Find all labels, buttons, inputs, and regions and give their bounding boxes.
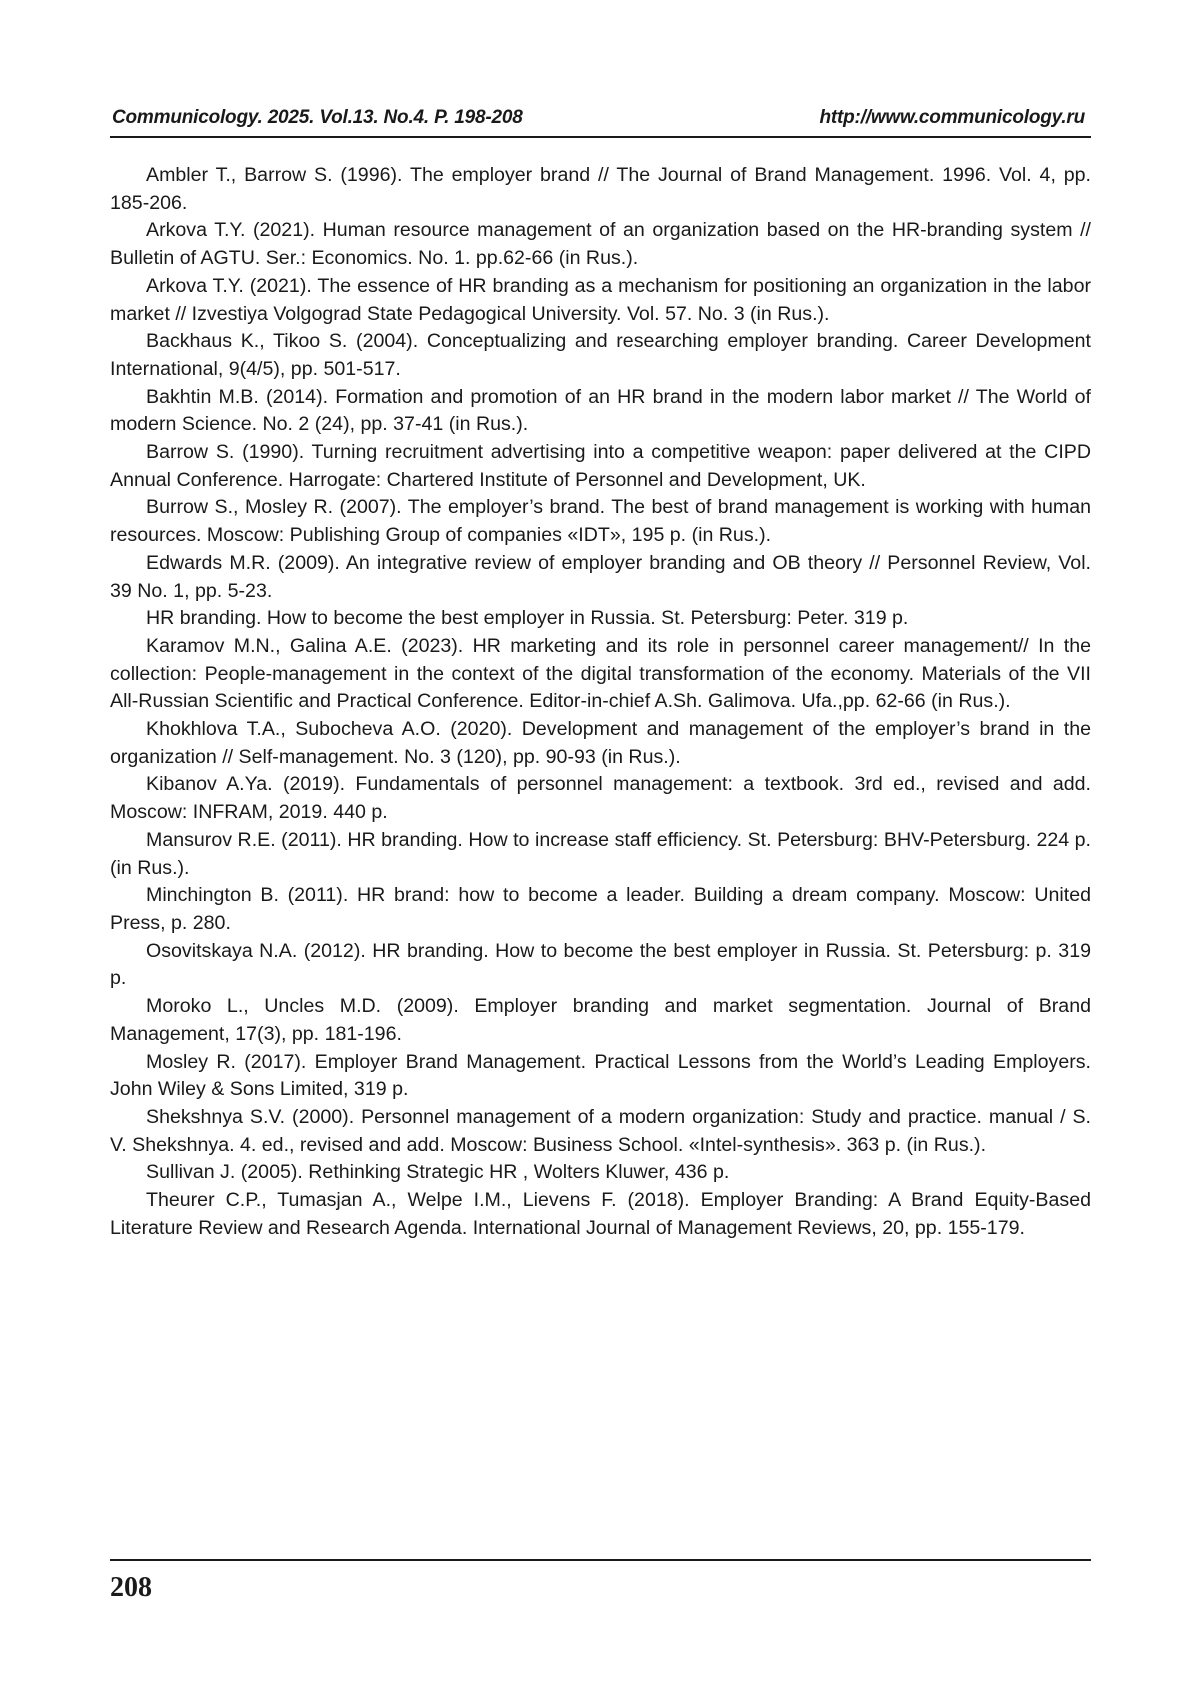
reference-item: Barrow S. (1990). Turning recruitment advertising into a competitive weapon: paper delivered at the CIPD Annual Conference. Harrogate: Chartered Institute of Personnel and Development, UK. bbox=[110, 441, 1091, 491]
reference-item: Karamov M.N., Galina A.E. (2023). HR marketing and its role in personnel career management// In the collection: People-management in the context of the digital transformation of the economy. Materials of the VII All-Russian Scientific and Practical Conference. Editor-in-chief A.Sh. Galimova. Ufa.,pp. 62-66 (in Rus.). bbox=[110, 634, 1091, 713]
page-number: 208 bbox=[110, 1572, 152, 1603]
journal-url: http://www.communicology.ru bbox=[819, 107, 1085, 128]
footer-divider bbox=[110, 1559, 1091, 1561]
reference-item: Burrow S., Mosley R. (2007). The employer’s brand. The best of brand management is working with human resources. Moscow: Publishing Group of companies «IDT», 195 p. (in Rus.). bbox=[110, 496, 1091, 547]
running-header bbox=[110, 104, 1091, 138]
reference-item: Bakhtin M.B. (2014). Formation and promotion of an HR brand in the modern labor market // The World of modern Science. No. 2 (24), pp. 37-41 (in Rus.). bbox=[110, 385, 1091, 436]
reference-item: Khokhlova T.A., Subocheva A.O. (2020). Development and management of the employer’s brand in the organization // Self-management. No. 3 (120), pp. 90-93 (in Rus.). bbox=[110, 718, 1091, 768]
reference-item: Shekshnya S.V. (2000). Personnel management of a modern organization: Study and practice. manual / S. V. Shekshnya. 4. ed., revised and add. Moscow: Business School. «Intel-synthesis». 363 p. (in Rus.). bbox=[110, 1105, 1091, 1156]
reference-item: Arkova T.Y. (2021). Human resource management of an organization based on the HR-branding system // Bulletin of AGTU. Ser.: Economics. No. 1. pp.62-66 (in Rus.). bbox=[110, 219, 1091, 270]
reference-item: Kibanov A.Ya. (2019). Fundamentals of personnel management: a textbook. 3rd ed., revised and add. Moscow: INFRAM, 2019. 440 p. bbox=[110, 773, 1091, 824]
reference-item: Moroko L., Uncles M.D. (2009). Employer branding and market segmentation. Journal of Brand Management, 17(3), pp. 181-196. bbox=[110, 995, 1091, 1045]
reference-list bbox=[110, 162, 1091, 1242]
reference-item: Backhaus K., Tikoo S. (2004). Conceptualizing and researching employer branding. Career Development International, 9(4/5), pp. 501-517. bbox=[110, 330, 1091, 380]
reference-item: HR branding. How to become the best employer in Russia. St. Petersburg: Peter. 319 p. bbox=[146, 607, 909, 630]
reference-item: Mosley R. (2017). Employer Brand Management. Practical Lessons from the World’s Leading Employers. John Wiley & Sons Limited, 319 p. bbox=[110, 1050, 1091, 1101]
reference-item: Sullivan J. (2005). Rethinking Strategic HR , Wolters Kluwer, 436 p. bbox=[146, 1161, 730, 1184]
reference-item: Mansurov R.E. (2011). HR branding. How to increase staff efficiency. St. Petersburg: BHV-Petersburg. 224 p. (in Rus.). bbox=[110, 828, 1091, 879]
reference-item: Osovitskaya N.A. (2012). HR branding. How to become the best employer in Russia. St. Petersburg: p. 319 p. bbox=[110, 939, 1091, 990]
reference-item: Edwards M.R. (2009). An integrative review of employer branding and OB theory // Personnel Review, Vol. 39 No. 1, pp. 5-23. bbox=[110, 551, 1091, 602]
reference-item: Theurer C.P., Tumasjan A., Welpe I.M., Lievens F. (2018). Employer Branding: A Brand Equity-Based Literature Review and Research Agenda. International Journal of Management Reviews, 20, pp. 155-179. bbox=[110, 1189, 1091, 1239]
journal-citation: Communicology. 2025. Vol.13. No.4. P. 198-208 bbox=[112, 107, 523, 128]
reference-item: Minchington B. (2011). HR brand: how to become a leader. Building a dream company. Moscow: United Press, p. 280. bbox=[110, 884, 1091, 934]
reference-item: Arkova T.Y. (2021). The essence of HR branding as a mechanism for positioning an organization in the labor market // Izvestiya Volgograd State Pedagogical University. Vol. 57. No. 3 (in Rus.). bbox=[110, 274, 1091, 325]
reference-item: Ambler T., Barrow S. (1996). The employer brand // The Journal of Brand Management. 1996. Vol. 4, pp. 185-206. bbox=[110, 164, 1091, 214]
